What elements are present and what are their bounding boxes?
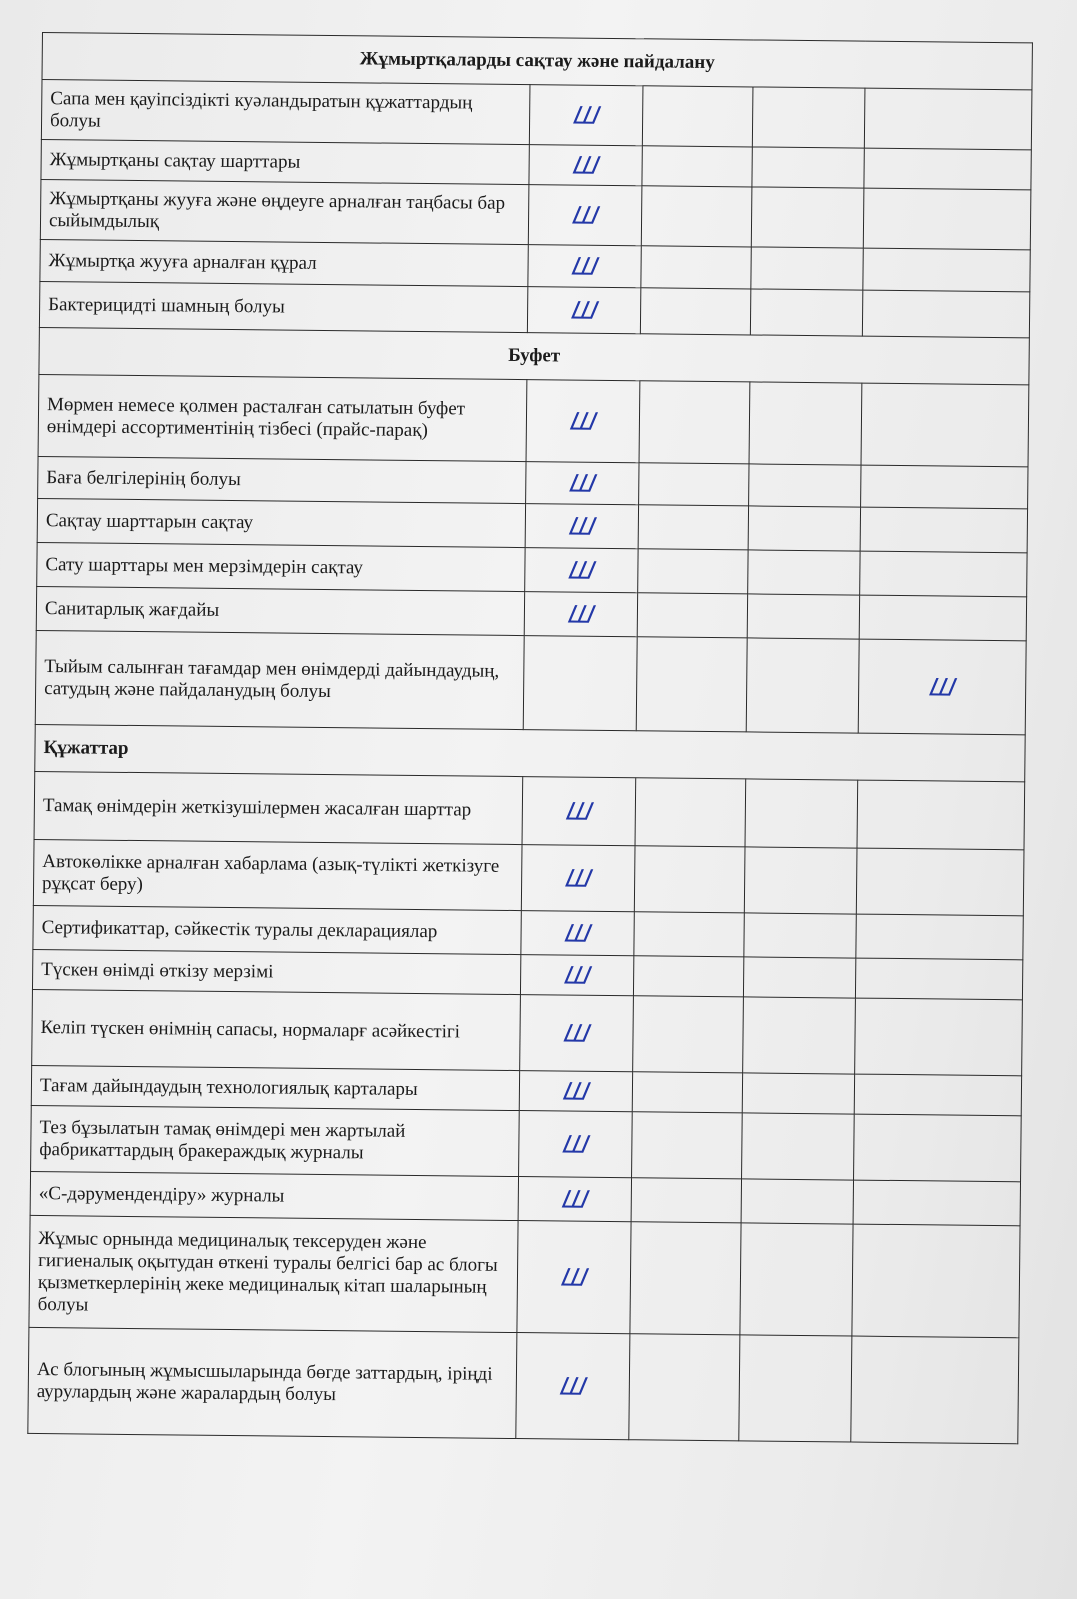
requirement-label: Түскен өнімді өткізу мерзімі xyxy=(32,949,520,994)
checklist-body xyxy=(28,33,1033,1444)
requirement-label: Сапа мен қауіпсіздікті куәландыратын құжаттардың болуы xyxy=(41,80,530,145)
requirement-label: Келіп түскен өнімнің сапасы, нормаларғ асәйкестігі xyxy=(32,989,521,1070)
requirement-label: Тыйым салынған тағамдар мен өнімдерді дайындаудың, сатудың және пайдаланудың болуы xyxy=(35,630,524,729)
requirement-label: Тамақ өнімдерін жеткізушілермен жасалған шарттар xyxy=(34,771,523,844)
empty-cell xyxy=(748,550,860,595)
empty-cell xyxy=(634,912,744,957)
empty-cell xyxy=(636,637,747,732)
handwritten-check-mark: Ш xyxy=(560,1077,591,1106)
empty-cell xyxy=(861,465,1028,509)
empty-cell xyxy=(747,594,859,639)
empty-cell xyxy=(638,549,748,594)
handwritten-mark-cell xyxy=(516,1333,630,1440)
handwritten-check-mark: Ш xyxy=(567,469,598,498)
handwritten-mark-cell xyxy=(525,548,638,593)
empty-cell xyxy=(739,1335,852,1442)
handwritten-mark-cell xyxy=(520,955,633,996)
checklist-row xyxy=(41,80,1032,150)
handwritten-check-mark: Ш xyxy=(567,407,598,436)
handwritten-check-mark: Ш xyxy=(927,672,958,702)
handwritten-check-mark: Ш xyxy=(569,252,600,281)
handwritten-mark-cell xyxy=(519,1071,632,1112)
section-title: Буфет xyxy=(39,327,1030,384)
empty-cell xyxy=(855,958,1022,1000)
empty-cell xyxy=(642,86,753,147)
empty-cell xyxy=(637,593,747,638)
checklist-row xyxy=(29,1215,1020,1337)
empty-cell xyxy=(852,1224,1020,1338)
empty-cell xyxy=(863,248,1030,292)
handwritten-check-mark: Ш xyxy=(565,600,596,629)
empty-cell xyxy=(744,913,856,958)
handwritten-check-mark: Ш xyxy=(561,1019,592,1048)
handwritten-mark-cell xyxy=(519,1111,633,1178)
requirement-label: Жұмыртқа жууға арналған құрал xyxy=(40,239,528,286)
requirement-label: Бактерицидті шамның болуы xyxy=(39,281,527,332)
empty-cell xyxy=(741,1179,853,1224)
empty-cell xyxy=(642,146,752,187)
handwritten-check-mark: Ш xyxy=(566,512,597,541)
empty-cell xyxy=(745,779,858,848)
requirement-label: Сертификаттар, сәйкестік туралы декларациялар xyxy=(33,905,521,954)
empty-cell xyxy=(638,505,748,550)
empty-cell xyxy=(752,87,865,148)
empty-cell xyxy=(856,914,1024,960)
handwritten-mark-cell xyxy=(520,995,634,1072)
requirement-label: Баға белгілерінің болуы xyxy=(38,456,526,503)
empty-cell xyxy=(857,780,1025,850)
empty-cell xyxy=(854,1114,1022,1182)
empty-cell xyxy=(751,247,863,290)
empty-cell xyxy=(742,1113,855,1180)
handwritten-check-mark: Ш xyxy=(560,1130,591,1159)
inspection-checklist-sheet xyxy=(27,32,1032,1444)
empty-cell xyxy=(863,188,1031,250)
handwritten-check-mark: Ш xyxy=(563,864,594,893)
empty-cell xyxy=(639,381,750,464)
handwritten-check-mark: Ш xyxy=(557,1372,588,1401)
handwritten-check-mark: Ш xyxy=(570,201,601,230)
handwritten-mark-cell xyxy=(525,504,638,549)
requirement-label: Ас блогының жұмысшыларында бөгде заттардың, іріңді аурулардың және жаралардың болуы xyxy=(28,1327,517,1438)
handwritten-mark-cell xyxy=(526,380,640,463)
empty-cell xyxy=(864,88,1032,150)
empty-cell xyxy=(634,846,745,913)
empty-cell xyxy=(740,1223,853,1336)
requirement-label: Жұмыртқаны сақтау шарттары xyxy=(41,139,529,184)
empty-cell xyxy=(743,957,855,998)
checklist-row xyxy=(40,179,1031,249)
empty-cell xyxy=(749,382,862,465)
empty-cell xyxy=(630,1222,741,1335)
requirement-label: «С-дәрумендендіру» журналы xyxy=(30,1171,518,1220)
empty-cell xyxy=(742,1073,854,1114)
checklist-row xyxy=(34,771,1025,849)
handwritten-check-mark: Ш xyxy=(563,797,594,826)
empty-cell xyxy=(743,997,856,1074)
empty-cell xyxy=(641,246,751,289)
empty-cell xyxy=(752,147,864,188)
empty-cell xyxy=(632,1072,742,1113)
checklist-row xyxy=(28,1327,1019,1443)
handwritten-mark-cell xyxy=(521,911,634,956)
checklist-table xyxy=(27,32,1033,1444)
checklist-row xyxy=(38,374,1029,466)
handwritten-mark-cell xyxy=(524,592,637,637)
section-title: Жұмыртқаларды сақтау және пайдалану xyxy=(42,33,1033,90)
checklist-row xyxy=(32,989,1023,1075)
requirement-label: Мөрмен немесе қолмен расталған сатылатын буфет өнімдері ассортиментінің тізбесі (прайс-парақ) xyxy=(38,374,527,461)
checklist-row xyxy=(31,1105,1022,1181)
requirement-label: Тағам дайындаудың технологиялық карталары xyxy=(31,1065,519,1110)
handwritten-check-mark: Ш xyxy=(570,151,601,180)
empty-cell xyxy=(749,464,861,507)
empty-cell xyxy=(629,1334,740,1441)
empty-cell xyxy=(860,507,1028,553)
empty-cell xyxy=(861,383,1029,467)
empty-cell xyxy=(851,1336,1019,1444)
empty-cell xyxy=(635,778,746,847)
handwritten-mark-cell xyxy=(526,462,639,505)
handwritten-mark-cell xyxy=(858,639,1026,735)
requirement-label: Сақтау шарттарын сақтау xyxy=(37,498,525,547)
requirement-label: Санитарлық жағдайы xyxy=(36,586,524,635)
empty-cell xyxy=(633,996,744,1073)
section-title: Құжаттар xyxy=(35,724,1026,781)
empty-cell xyxy=(633,956,743,997)
empty-cell xyxy=(632,1112,743,1179)
requirement-label: Автокөлікке арналған хабарлама (азық-түлікті жеткізуге рұқсат беру) xyxy=(33,839,522,910)
empty-cell xyxy=(856,848,1024,916)
handwritten-mark-cell xyxy=(522,777,636,846)
empty-cell xyxy=(860,551,1028,597)
checklist-row xyxy=(35,630,1026,734)
handwritten-mark-cell xyxy=(518,1177,631,1222)
handwritten-check-mark: Ш xyxy=(562,919,593,948)
handwritten-check-mark: Ш xyxy=(569,296,600,325)
requirement-label: Тез бұзылатын тамақ өнімдері мен жартылай фабрикаттардың бракераждық журналы xyxy=(31,1105,520,1176)
empty-cell xyxy=(641,186,752,247)
handwritten-check-mark: Ш xyxy=(566,556,597,585)
empty-cell xyxy=(750,289,862,336)
checklist-row xyxy=(33,839,1024,915)
handwritten-mark-cell xyxy=(521,845,635,912)
requirement-label: Сату шарттары мен мерзімдерін сақтау xyxy=(37,542,525,591)
handwritten-check-mark: Ш xyxy=(559,1263,589,1292)
handwritten-check-mark: Ш xyxy=(571,101,602,130)
handwritten-mark-cell xyxy=(528,245,641,288)
empty-cell xyxy=(523,636,637,731)
empty-cell xyxy=(855,998,1023,1076)
requirement-label: Жұмыртқаны жууға және өңдеуге арналған таңбасы бар сыйымдылық xyxy=(40,179,529,244)
empty-cell xyxy=(748,506,860,551)
empty-cell xyxy=(854,1074,1021,1116)
handwritten-mark-cell xyxy=(517,1221,631,1334)
empty-cell xyxy=(862,290,1030,338)
handwritten-mark-cell xyxy=(529,85,643,146)
empty-cell xyxy=(853,1180,1021,1226)
requirement-label: Жұмыс орнында медициналық тексеруден және гигиеналық оқытудан өткені туралы белгісі бар ас блогы қызметкерлерінің жеке медициналық кітап шаларының болуы xyxy=(29,1215,518,1332)
handwritten-mark-cell xyxy=(527,287,640,334)
empty-cell xyxy=(859,595,1027,641)
empty-cell xyxy=(639,463,749,506)
empty-cell xyxy=(744,847,857,914)
handwritten-mark-cell xyxy=(528,185,642,246)
empty-cell xyxy=(631,1178,741,1223)
handwritten-check-mark: Ш xyxy=(559,1185,590,1214)
empty-cell xyxy=(751,187,864,248)
empty-cell xyxy=(746,638,859,733)
handwritten-mark-cell xyxy=(529,145,642,186)
handwritten-check-mark: Ш xyxy=(562,961,593,990)
empty-cell xyxy=(864,148,1031,190)
empty-cell xyxy=(640,288,750,335)
